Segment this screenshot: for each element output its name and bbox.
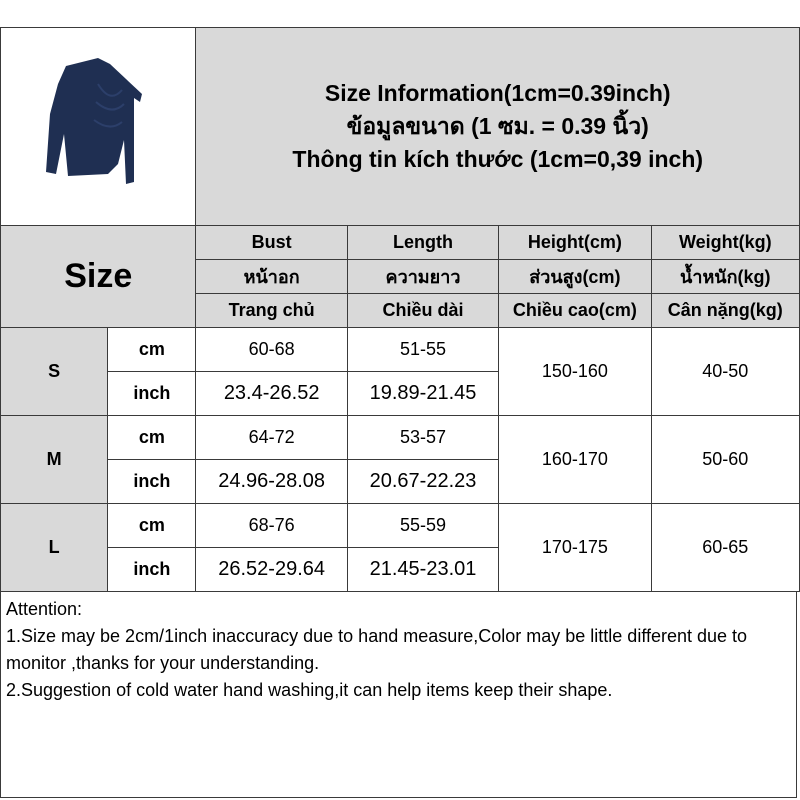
m-weight: 50-60 — [651, 416, 799, 504]
l-bust-cm: 68-76 — [196, 504, 347, 548]
unit-cm: cm — [108, 504, 196, 548]
col-weight-th: น้ำหนัก(kg) — [651, 260, 799, 294]
col-bust-th: หน้าอก — [196, 260, 347, 294]
size-heading: Size — [1, 226, 196, 328]
col-weight-en: Weight(kg) — [651, 226, 799, 260]
l-weight: 60-65 — [651, 504, 799, 592]
size-m-label: M — [1, 416, 108, 504]
s-length-cm: 51-55 — [347, 328, 498, 372]
attention-notes — [0, 592, 797, 798]
col-bust-vi: Trang chủ — [196, 294, 347, 328]
size-s-label: S — [1, 328, 108, 416]
l-length-cm: 55-59 — [347, 504, 498, 548]
col-bust-en: Bust — [196, 226, 347, 260]
table-row — [1, 416, 800, 460]
col-height-vi: Chiều cao(cm) — [499, 294, 651, 328]
notes-line-2: 2.Suggestion of cold water hand washing,it can help items keep their shape. — [6, 680, 613, 700]
col-length-vi: Chiều dài — [347, 294, 498, 328]
unit-cm: cm — [108, 416, 196, 460]
m-bust-cm: 64-72 — [196, 416, 347, 460]
col-length-en: Length — [347, 226, 498, 260]
m-height: 160-170 — [499, 416, 651, 504]
garment-icon — [38, 54, 158, 194]
s-height: 150-160 — [499, 328, 651, 416]
col-weight-vi: Cân nặng(kg) — [651, 294, 799, 328]
title-thai: ข้อมูลขนาด (1 ซม. = 0.39 นิ้ว) — [346, 113, 649, 139]
s-bust-cm: 60-68 — [196, 328, 347, 372]
size-table — [0, 27, 800, 592]
unit-inch: inch — [108, 460, 196, 504]
unit-inch: inch — [108, 372, 196, 416]
unit-cm: cm — [108, 328, 196, 372]
m-bust-inch: 24.96-28.08 — [196, 460, 347, 504]
size-chart — [0, 27, 800, 800]
col-height-en: Height(cm) — [499, 226, 651, 260]
l-height: 170-175 — [499, 504, 651, 592]
notes-heading: Attention: — [6, 599, 83, 619]
col-height-th: ส่วนสูง(cm) — [499, 260, 651, 294]
unit-inch: inch — [108, 548, 196, 592]
l-length-inch: 21.45-23.01 — [347, 548, 498, 592]
col-length-th: ความยาว — [347, 260, 498, 294]
m-length-inch: 20.67-22.23 — [347, 460, 498, 504]
s-length-inch: 19.89-21.45 — [347, 372, 498, 416]
product-photo — [1, 28, 196, 226]
size-l-label: L — [1, 504, 108, 592]
s-weight: 40-50 — [651, 328, 799, 416]
size-info-header — [196, 28, 800, 226]
m-length-cm: 53-57 — [347, 416, 498, 460]
table-row — [1, 328, 800, 372]
s-bust-inch: 23.4-26.52 — [196, 372, 347, 416]
notes-line-1: 1.Size may be 2cm/1inch inaccuracy due to hand measure,Color may be little different due to monitor ,thanks for your understanding. — [6, 626, 748, 673]
l-bust-inch: 26.52-29.64 — [196, 548, 347, 592]
title-english: Size Information(1cm=0.39inch) — [324, 80, 671, 106]
title-vietnamese: Thông tin kích thước (1cm=0,39 inch) — [292, 146, 704, 172]
table-row — [1, 504, 800, 548]
